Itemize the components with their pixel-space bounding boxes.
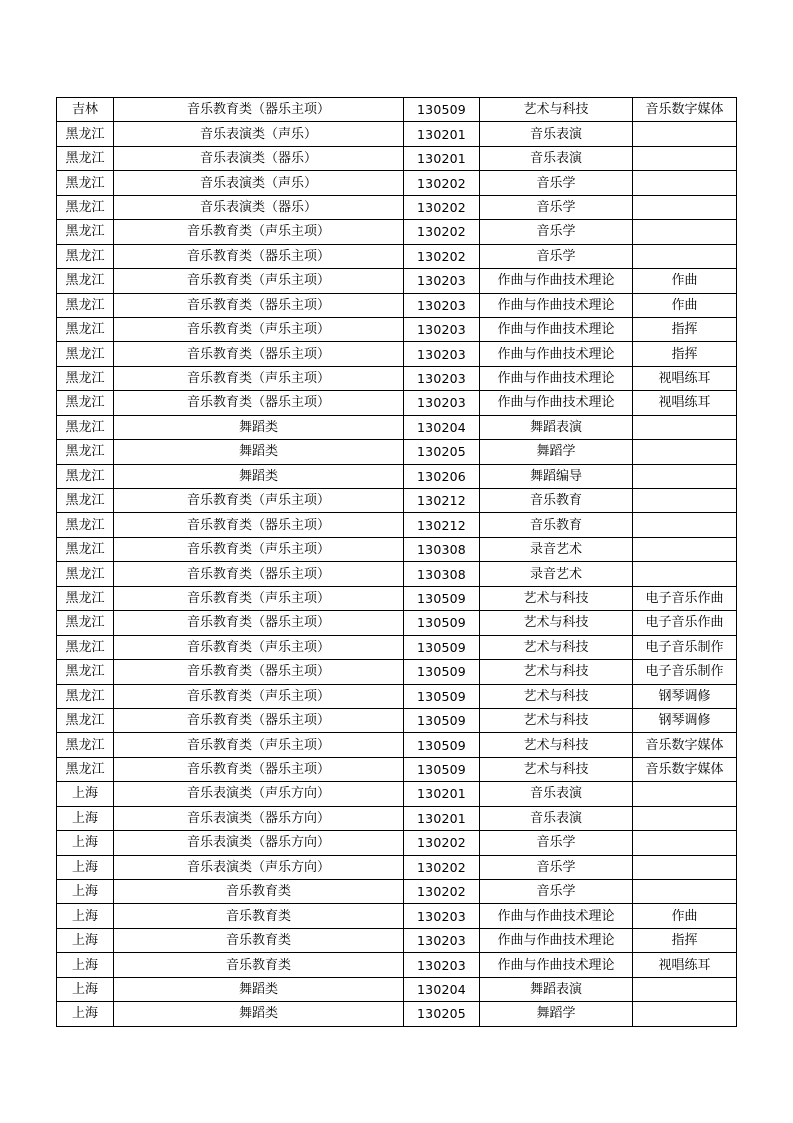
table-row	[57, 171, 737, 195]
province-cell: 上海	[57, 880, 114, 904]
province-cell: 黑龙江	[57, 146, 114, 170]
major-name-cell: 音乐表演	[480, 146, 633, 170]
province-cell: 黑龙江	[57, 586, 114, 610]
major-code-cell: 130509	[404, 733, 480, 757]
exam-category-cell: 舞蹈类	[114, 415, 404, 439]
major-code-cell: 130202	[404, 220, 480, 244]
table-row	[57, 977, 737, 1001]
table-row	[57, 1002, 737, 1026]
exam-category-cell: 音乐教育类	[114, 953, 404, 977]
major-name-cell: 舞蹈表演	[480, 977, 633, 1001]
major-name-cell: 音乐学	[480, 171, 633, 195]
major-code-cell: 130202	[404, 244, 480, 268]
exam-category-cell: 音乐教育类	[114, 880, 404, 904]
major-code-cell: 130202	[404, 880, 480, 904]
direction-cell	[633, 440, 737, 464]
major-name-cell: 艺术与科技	[480, 708, 633, 732]
province-cell: 黑龙江	[57, 195, 114, 219]
major-code-cell: 130203	[404, 928, 480, 952]
direction-cell	[633, 244, 737, 268]
major-name-cell: 舞蹈表演	[480, 415, 633, 439]
direction-cell: 钢琴调修	[633, 708, 737, 732]
exam-category-cell: 音乐教育类（声乐主项）	[114, 586, 404, 610]
major-code-cell: 130212	[404, 513, 480, 537]
major-name-cell: 作曲与作曲技术理论	[480, 293, 633, 317]
table-row	[57, 415, 737, 439]
major-code-cell: 130509	[404, 708, 480, 732]
major-name-cell: 舞蹈学	[480, 1002, 633, 1026]
table-row	[57, 757, 737, 781]
direction-cell	[633, 195, 737, 219]
major-code-cell: 130202	[404, 831, 480, 855]
table-row	[57, 489, 737, 513]
major-code-cell: 130204	[404, 415, 480, 439]
table-row	[57, 244, 737, 268]
major-name-cell: 艺术与科技	[480, 98, 633, 122]
direction-cell: 指挥	[633, 342, 737, 366]
exam-category-cell: 音乐表演类（器乐）	[114, 146, 404, 170]
province-cell: 黑龙江	[57, 366, 114, 390]
direction-cell	[633, 415, 737, 439]
exam-category-cell: 音乐教育类（器乐主项）	[114, 611, 404, 635]
major-name-cell: 作曲与作曲技术理论	[480, 391, 633, 415]
province-cell: 黑龙江	[57, 489, 114, 513]
province-cell: 上海	[57, 928, 114, 952]
direction-cell: 作曲	[633, 904, 737, 928]
major-name-cell: 音乐教育	[480, 513, 633, 537]
table-row	[57, 537, 737, 561]
exam-category-cell: 音乐教育类（器乐主项）	[114, 513, 404, 537]
exam-category-cell: 音乐教育类（器乐主项）	[114, 293, 404, 317]
table-row	[57, 611, 737, 635]
direction-cell	[633, 537, 737, 561]
major-code-cell: 130205	[404, 440, 480, 464]
table-row	[57, 269, 737, 293]
major-code-cell: 130308	[404, 537, 480, 561]
major-code-cell: 130202	[404, 195, 480, 219]
major-name-cell: 作曲与作曲技术理论	[480, 317, 633, 341]
table-row	[57, 440, 737, 464]
direction-cell: 作曲	[633, 293, 737, 317]
major-code-cell: 130203	[404, 904, 480, 928]
direction-cell	[633, 782, 737, 806]
major-name-cell: 音乐学	[480, 831, 633, 855]
table-row	[57, 391, 737, 415]
province-cell: 黑龙江	[57, 317, 114, 341]
province-cell: 黑龙江	[57, 464, 114, 488]
exam-category-cell: 音乐教育类（声乐主项）	[114, 537, 404, 561]
province-cell: 黑龙江	[57, 537, 114, 561]
province-cell: 上海	[57, 855, 114, 879]
major-name-cell: 艺术与科技	[480, 611, 633, 635]
exam-category-cell: 音乐教育类（器乐主项）	[114, 757, 404, 781]
province-cell: 上海	[57, 806, 114, 830]
major-code-cell: 130205	[404, 1002, 480, 1026]
exam-category-cell: 音乐教育类（器乐主项）	[114, 562, 404, 586]
exam-category-cell: 音乐教育类（声乐主项）	[114, 733, 404, 757]
direction-cell	[633, 880, 737, 904]
direction-cell: 电子音乐制作	[633, 635, 737, 659]
exam-category-cell: 音乐教育类（声乐主项）	[114, 684, 404, 708]
major-code-cell: 130509	[404, 757, 480, 781]
major-code-cell: 130203	[404, 317, 480, 341]
table-row	[57, 684, 737, 708]
direction-cell	[633, 806, 737, 830]
exam-category-cell: 音乐教育类（声乐主项）	[114, 366, 404, 390]
table-row	[57, 195, 737, 219]
major-code-cell: 130509	[404, 660, 480, 684]
province-cell: 上海	[57, 1002, 114, 1026]
major-code-cell: 130509	[404, 635, 480, 659]
direction-cell: 视唱练耳	[633, 391, 737, 415]
province-cell: 黑龙江	[57, 269, 114, 293]
province-cell: 黑龙江	[57, 733, 114, 757]
direction-cell: 音乐数字媒体	[633, 98, 737, 122]
major-name-cell: 录音艺术	[480, 537, 633, 561]
major-name-cell: 作曲与作曲技术理论	[480, 953, 633, 977]
province-cell: 黑龙江	[57, 122, 114, 146]
major-name-cell: 音乐表演	[480, 122, 633, 146]
major-name-cell: 艺术与科技	[480, 684, 633, 708]
province-cell: 黑龙江	[57, 293, 114, 317]
major-code-cell: 130203	[404, 342, 480, 366]
direction-cell	[633, 171, 737, 195]
direction-cell: 钢琴调修	[633, 684, 737, 708]
major-name-cell: 舞蹈学	[480, 440, 633, 464]
province-cell: 黑龙江	[57, 660, 114, 684]
direction-cell	[633, 122, 737, 146]
exam-category-cell: 音乐表演类（声乐方向）	[114, 782, 404, 806]
exam-category-cell: 音乐教育类（声乐主项）	[114, 317, 404, 341]
table-row	[57, 146, 737, 170]
major-name-cell: 艺术与科技	[480, 757, 633, 781]
table-row	[57, 586, 737, 610]
exam-category-cell: 舞蹈类	[114, 977, 404, 1001]
table-row	[57, 708, 737, 732]
province-cell: 上海	[57, 831, 114, 855]
major-code-cell: 130201	[404, 146, 480, 170]
direction-cell: 指挥	[633, 928, 737, 952]
major-name-cell: 作曲与作曲技术理论	[480, 904, 633, 928]
table-row	[57, 855, 737, 879]
table-row	[57, 831, 737, 855]
exam-category-cell: 音乐表演类（器乐方向）	[114, 831, 404, 855]
direction-cell	[633, 831, 737, 855]
table-row	[57, 806, 737, 830]
province-cell: 黑龙江	[57, 171, 114, 195]
direction-cell	[633, 977, 737, 1001]
table-row	[57, 733, 737, 757]
direction-cell: 音乐数字媒体	[633, 733, 737, 757]
major-code-cell: 130201	[404, 122, 480, 146]
major-name-cell: 音乐学	[480, 220, 633, 244]
direction-cell	[633, 1002, 737, 1026]
direction-cell: 视唱练耳	[633, 366, 737, 390]
admissions-table	[56, 97, 737, 1027]
major-code-cell: 130202	[404, 171, 480, 195]
table-row	[57, 122, 737, 146]
direction-cell	[633, 562, 737, 586]
major-name-cell: 音乐学	[480, 880, 633, 904]
table-row	[57, 660, 737, 684]
major-name-cell: 音乐学	[480, 855, 633, 879]
exam-category-cell: 音乐教育类（器乐主项）	[114, 660, 404, 684]
direction-cell: 作曲	[633, 269, 737, 293]
major-code-cell: 130509	[404, 98, 480, 122]
direction-cell: 电子音乐作曲	[633, 611, 737, 635]
major-code-cell: 130509	[404, 684, 480, 708]
major-name-cell: 艺术与科技	[480, 660, 633, 684]
major-name-cell: 音乐教育	[480, 489, 633, 513]
major-code-cell: 130203	[404, 269, 480, 293]
major-name-cell: 音乐学	[480, 244, 633, 268]
province-cell: 黑龙江	[57, 684, 114, 708]
direction-cell	[633, 220, 737, 244]
direction-cell	[633, 489, 737, 513]
exam-category-cell: 舞蹈类	[114, 464, 404, 488]
table-row	[57, 928, 737, 952]
exam-category-cell: 舞蹈类	[114, 1002, 404, 1026]
direction-cell	[633, 513, 737, 537]
table-row	[57, 317, 737, 341]
major-code-cell: 130204	[404, 977, 480, 1001]
direction-cell: 视唱练耳	[633, 953, 737, 977]
province-cell: 黑龙江	[57, 562, 114, 586]
province-cell: 吉林	[57, 98, 114, 122]
direction-cell: 指挥	[633, 317, 737, 341]
exam-category-cell: 音乐表演类（声乐方向）	[114, 855, 404, 879]
province-cell: 黑龙江	[57, 708, 114, 732]
major-code-cell: 130206	[404, 464, 480, 488]
table-row	[57, 293, 737, 317]
direction-cell: 电子音乐作曲	[633, 586, 737, 610]
exam-category-cell: 音乐教育类（器乐主项）	[114, 391, 404, 415]
province-cell: 上海	[57, 977, 114, 1001]
exam-category-cell: 音乐教育类	[114, 928, 404, 952]
province-cell: 上海	[57, 782, 114, 806]
exam-category-cell: 音乐表演类（器乐）	[114, 195, 404, 219]
exam-category-cell: 音乐教育类	[114, 904, 404, 928]
exam-category-cell: 音乐教育类（声乐主项）	[114, 635, 404, 659]
major-name-cell: 作曲与作曲技术理论	[480, 928, 633, 952]
major-name-cell: 录音艺术	[480, 562, 633, 586]
table-row	[57, 220, 737, 244]
major-name-cell: 作曲与作曲技术理论	[480, 342, 633, 366]
table-row	[57, 366, 737, 390]
major-code-cell: 130203	[404, 953, 480, 977]
exam-category-cell: 音乐表演类（器乐方向）	[114, 806, 404, 830]
major-code-cell: 130509	[404, 586, 480, 610]
province-cell: 黑龙江	[57, 342, 114, 366]
table-row	[57, 513, 737, 537]
table-row	[57, 562, 737, 586]
major-name-cell: 音乐学	[480, 195, 633, 219]
province-cell: 上海	[57, 953, 114, 977]
table-row	[57, 342, 737, 366]
province-cell: 黑龙江	[57, 440, 114, 464]
exam-category-cell: 音乐教育类（声乐主项）	[114, 269, 404, 293]
province-cell: 黑龙江	[57, 611, 114, 635]
major-name-cell: 作曲与作曲技术理论	[480, 269, 633, 293]
exam-category-cell: 音乐表演类（声乐）	[114, 122, 404, 146]
table-row	[57, 953, 737, 977]
major-code-cell: 130201	[404, 782, 480, 806]
table-row	[57, 880, 737, 904]
exam-category-cell: 音乐教育类（声乐主项）	[114, 489, 404, 513]
major-name-cell: 作曲与作曲技术理论	[480, 366, 633, 390]
province-cell: 黑龙江	[57, 635, 114, 659]
direction-cell	[633, 855, 737, 879]
major-code-cell: 130203	[404, 391, 480, 415]
province-cell: 黑龙江	[57, 391, 114, 415]
exam-category-cell: 舞蹈类	[114, 440, 404, 464]
exam-category-cell: 音乐表演类（声乐）	[114, 171, 404, 195]
exam-category-cell: 音乐教育类（器乐主项）	[114, 98, 404, 122]
direction-cell	[633, 464, 737, 488]
major-name-cell: 音乐表演	[480, 782, 633, 806]
table-row	[57, 782, 737, 806]
major-code-cell: 130201	[404, 806, 480, 830]
table-body	[57, 98, 737, 1027]
province-cell: 黑龙江	[57, 513, 114, 537]
major-code-cell: 130509	[404, 611, 480, 635]
province-cell: 黑龙江	[57, 244, 114, 268]
table-row	[57, 98, 737, 122]
exam-category-cell: 音乐教育类（声乐主项）	[114, 220, 404, 244]
table-row	[57, 464, 737, 488]
province-cell: 上海	[57, 904, 114, 928]
table-row	[57, 904, 737, 928]
direction-cell: 电子音乐制作	[633, 660, 737, 684]
major-code-cell: 130203	[404, 366, 480, 390]
exam-category-cell: 音乐教育类（器乐主项）	[114, 342, 404, 366]
major-name-cell: 艺术与科技	[480, 586, 633, 610]
major-name-cell: 艺术与科技	[480, 733, 633, 757]
major-code-cell: 130203	[404, 293, 480, 317]
table-row	[57, 635, 737, 659]
major-code-cell: 130212	[404, 489, 480, 513]
exam-category-cell: 音乐教育类（器乐主项）	[114, 708, 404, 732]
province-cell: 黑龙江	[57, 757, 114, 781]
major-code-cell: 130202	[404, 855, 480, 879]
major-name-cell: 舞蹈编导	[480, 464, 633, 488]
major-name-cell: 音乐表演	[480, 806, 633, 830]
province-cell: 黑龙江	[57, 415, 114, 439]
province-cell: 黑龙江	[57, 220, 114, 244]
direction-cell: 音乐数字媒体	[633, 757, 737, 781]
exam-category-cell: 音乐教育类（器乐主项）	[114, 244, 404, 268]
direction-cell	[633, 146, 737, 170]
major-name-cell: 艺术与科技	[480, 635, 633, 659]
major-code-cell: 130308	[404, 562, 480, 586]
